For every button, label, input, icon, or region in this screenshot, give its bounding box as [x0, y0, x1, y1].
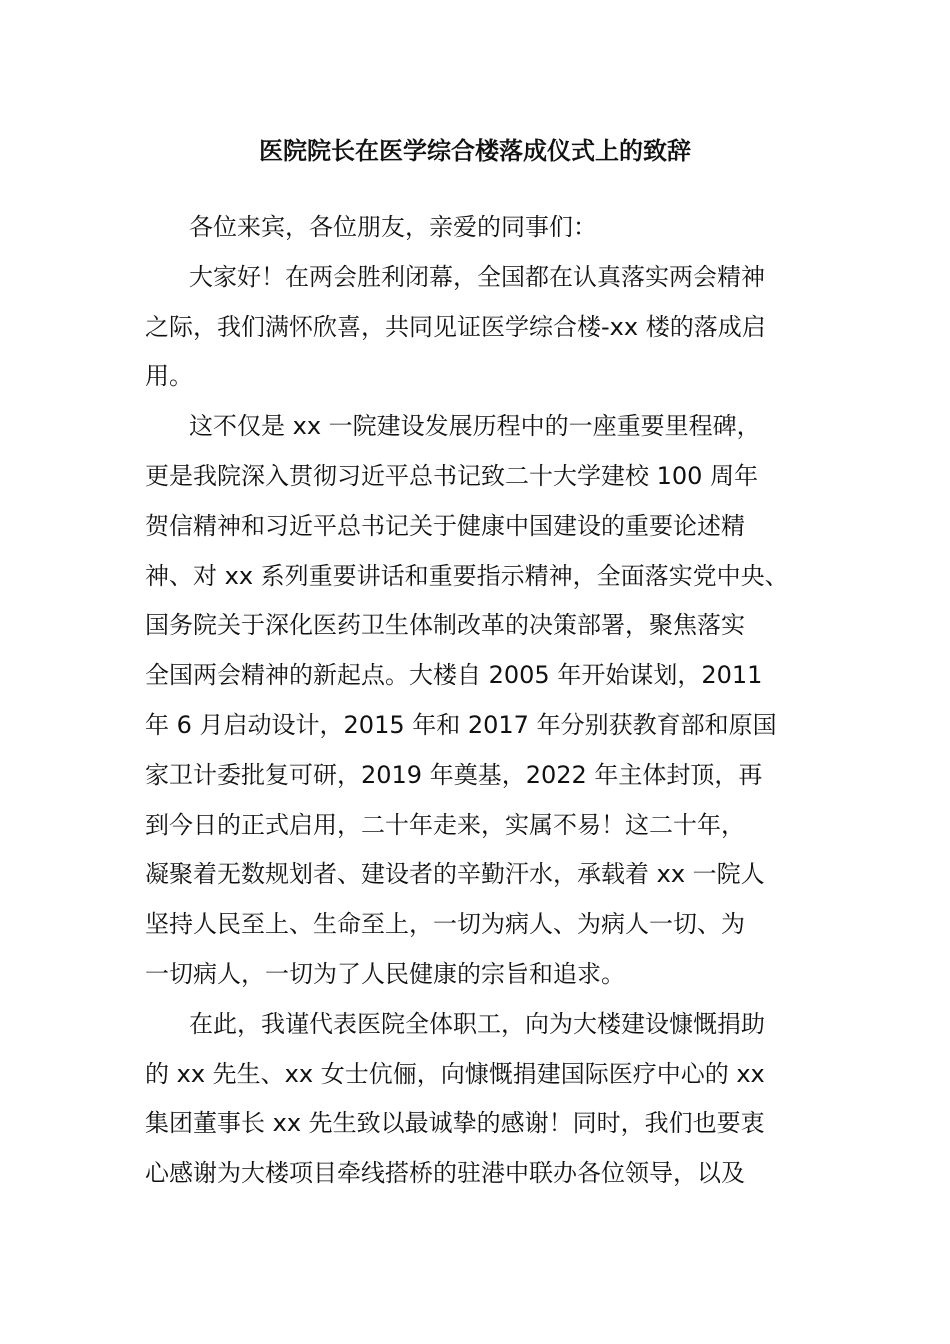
paragraph-line: 在此，我谨代表医院全体职工，向为大楼建设慷慨捐助	[189, 1009, 765, 1038]
paragraph-line: 一切病人，一切为了人民健康的宗旨和追求。	[145, 959, 625, 988]
paragraph-line: 神、对 xx 系列重要讲话和重要指示精神，全面落实党中央、	[145, 561, 789, 590]
paragraph-line: 凝聚着无数规划者、建设者的辛勤汗水，承载着 xx 一院人	[145, 860, 765, 889]
paragraph-line: 用。	[145, 362, 193, 391]
paragraph-line: 国务院关于深化医药卫生体制改革的决策部署，聚焦落实	[145, 611, 745, 640]
paragraph-line: 到今日的正式启用，二十年走来，实属不易！这二十年，	[145, 810, 745, 839]
paragraph-line: 家卫计委批复可研，2019 年奠基，2022 年主体封顶，再	[145, 760, 763, 789]
paragraph-line: 心感谢为大楼项目牵线搭桥的驻港中联办各位领导，以及	[145, 1159, 745, 1188]
paragraph-line: 集团董事长 xx 先生致以最诚挚的感谢！同时，我们也要衷	[145, 1109, 765, 1138]
paragraph-line: 更是我院深入贯彻习近平总书记致二十大学建校 100 周年	[145, 461, 759, 490]
paragraph-line: 年 6 月启动设计，2015 年和 2017 年分别获教育部和原国	[145, 710, 777, 739]
paragraph-line: 全国两会精神的新起点。大楼自 2005 年开始谋划，2011	[145, 661, 763, 690]
paragraph-line: 之际，我们满怀欣喜，共同见证医学综合楼-xx 楼的落成启	[145, 312, 766, 341]
paragraph-line: 坚持人民至上、生命至上，一切为病人、为病人一切、为	[145, 910, 745, 939]
paragraph-line: 贺信精神和习近平总书记关于健康中国建设的重要论述精	[145, 511, 745, 540]
paragraph-line: 的 xx 先生、xx 女士伉俪，向慷慨捐建国际医疗中心的 xx	[145, 1059, 765, 1088]
paragraph-line: 大家好！在两会胜利闭幕，全国都在认真落实两会精神	[189, 262, 765, 291]
salutation: 各位来宾，各位朋友，亲爱的同事们：	[189, 213, 597, 241]
paragraph-line: 这不仅是 xx 一院建设发展历程中的一座重要里程碑，	[189, 412, 761, 441]
document-body	[145, 203, 815, 1199]
document-title: 医院院长在医学综合楼落成仪式上的致辞	[259, 137, 691, 165]
